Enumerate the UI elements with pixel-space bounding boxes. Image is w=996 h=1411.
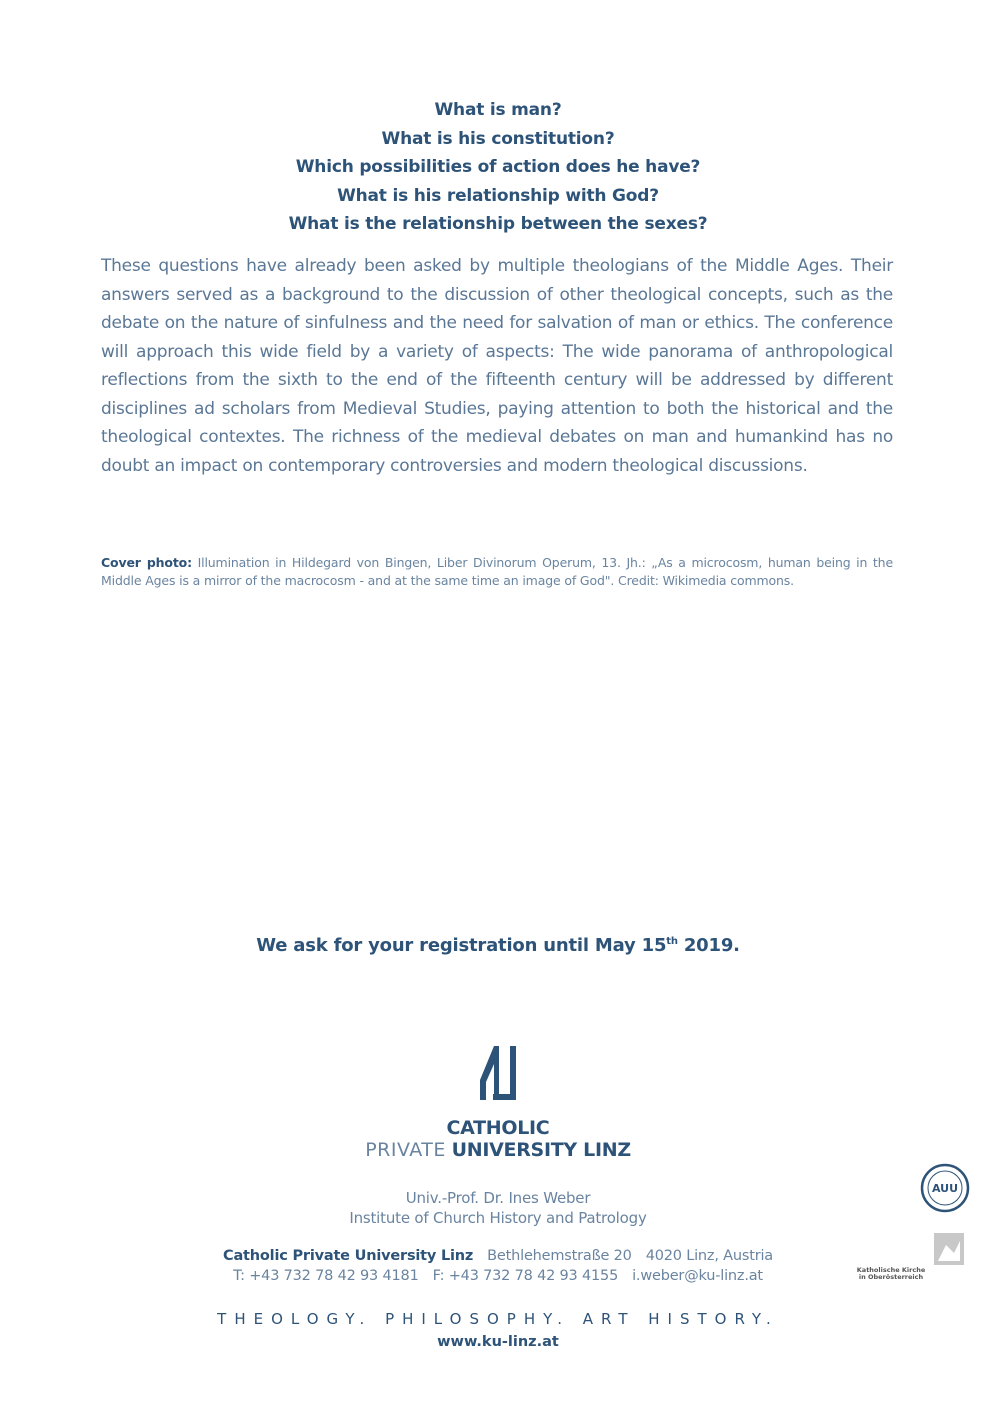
registration-notice <box>0 935 996 956</box>
cover-photo-credit <box>101 554 893 590</box>
question-1: What is man? <box>434 100 562 120</box>
address-phone: T: +43 732 78 42 93 4181 <box>233 1268 419 1284</box>
email-link[interactable]: i.weber@ku-linz.at <box>632 1268 763 1284</box>
question-5: What is the relationship between the sexes? <box>288 214 708 234</box>
church-line-2: in Oberösterreich <box>858 1273 924 1281</box>
registration-year: 2019. <box>677 935 740 956</box>
logo-private: PRIVATE <box>365 1139 446 1161</box>
tagline: THEOLOGY. PHILOSOPHY. ART HISTORY. <box>217 1310 779 1328</box>
address-city: 4020 Linz, Austria <box>645 1248 773 1264</box>
logo-catholic: CATHOLIC <box>446 1117 550 1139</box>
church-line-1: Katholische Kirche <box>856 1266 926 1274</box>
contact-name: Univ.-Prof. Dr. Ines Weber <box>405 1189 591 1207</box>
question-3: Which possibilities of action does he have? <box>295 157 701 177</box>
ku-linz-logo-mark-icon <box>476 1044 520 1102</box>
university-logo-text <box>0 1118 996 1161</box>
cover-photo-text: Illumination in Hildegard von Bingen, Liber Divinorum Operum, 13. Jh.: „As a microcosm, human being in the Middle Ages is a mirror of the macrocosm - and at the same time an image of God". Credit: Wikimedia commons. <box>101 555 893 588</box>
logo-line2 <box>0 1139 996 1161</box>
questions-block <box>0 96 996 239</box>
cover-photo-label: Cover photo: <box>101 555 192 570</box>
church-logo-text <box>846 1267 936 1281</box>
logo-university: UNIVERSITY LINZ <box>451 1139 631 1161</box>
intro-paragraph: These questions have already been asked by multiple theologians of the Middle Ages. Their answers served as a background to the discussion of other theological concepts, such as the debate on the nature of sinfulness and the need for salvation of man or ethics. The conference will approach this wide field by a variety of aspects: The wide panorama of anthropological reflections from the sixth to the end of the fifteenth century will be addressed by different disciplines ad scholars from Medieval Studies, paying attention to both the historical and the theological contextes. The richness of the medieval debates on man and humankind has no doubt an impact on contemporary controversies and modern theological discussions. <box>101 256 893 476</box>
registration-text: We ask for your registration until May 15 <box>256 935 667 956</box>
address-org: Catholic Private University Linz <box>223 1248 474 1264</box>
website-link[interactable]: www.ku-linz.at <box>437 1334 559 1350</box>
seal-text: AUU <box>931 1182 959 1195</box>
registration-sup: th <box>666 936 678 947</box>
university-seal-icon <box>920 1163 970 1213</box>
contact-person <box>0 1188 996 1228</box>
address-fax: F: +43 732 78 42 93 4155 <box>432 1268 619 1284</box>
address-street: Bethlehemstraße 20 <box>487 1248 632 1264</box>
question-4: What is his relationship with God? <box>337 185 659 206</box>
question-2: What is his constitution? <box>381 128 615 149</box>
contact-institute: Institute of Church History and Patrology <box>349 1209 647 1227</box>
